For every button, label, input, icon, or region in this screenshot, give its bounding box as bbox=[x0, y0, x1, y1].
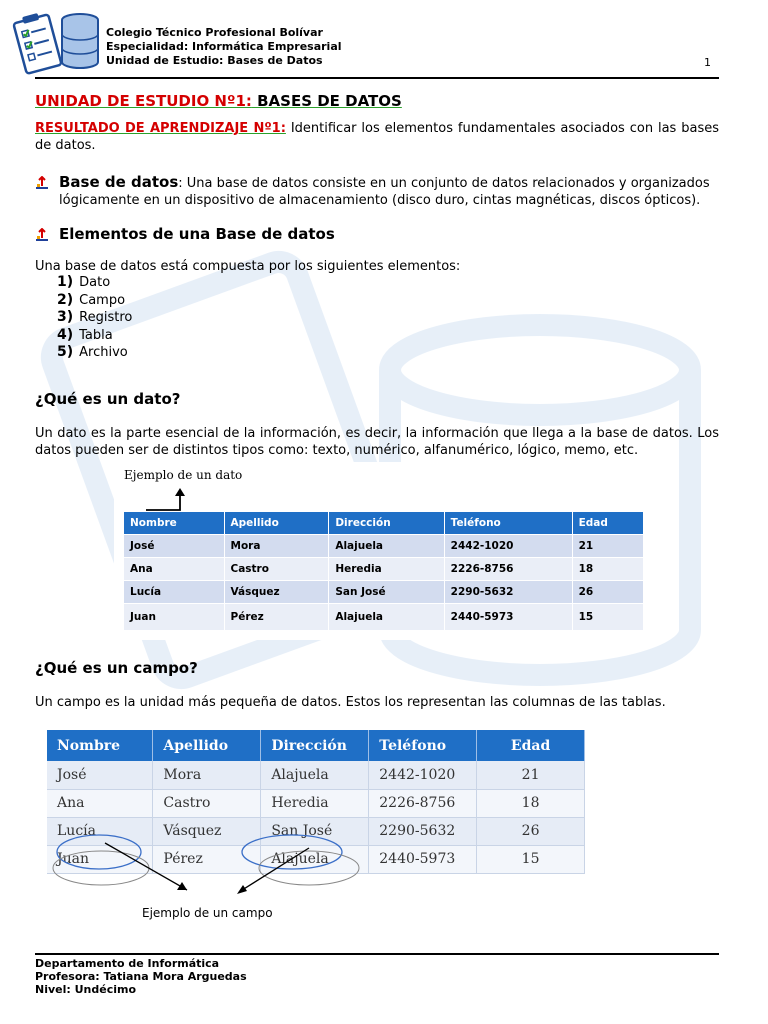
column-header: Nombre bbox=[47, 730, 153, 761]
table-cell: José bbox=[47, 761, 153, 789]
learning-outcome bbox=[35, 120, 719, 154]
bullet-arrow-icon bbox=[35, 228, 49, 242]
specialty: Especialidad: Informática Empresarial bbox=[106, 40, 342, 53]
table-cell: 2290-5632 bbox=[444, 580, 572, 603]
table-cell: Juan bbox=[47, 845, 153, 873]
table-cell: Ana bbox=[124, 557, 224, 580]
heading-campo: ¿Qué es un campo? bbox=[35, 659, 198, 677]
unit-title-text: BASES DE DATOS bbox=[251, 92, 402, 110]
table-cell: 2226-8756 bbox=[369, 789, 477, 817]
table-cell: San José bbox=[329, 580, 444, 603]
bullet-elementos bbox=[35, 226, 719, 246]
table-cell: 15 bbox=[477, 845, 585, 873]
list-item: 1) Dato bbox=[57, 274, 111, 290]
table-cell: Castro bbox=[224, 557, 329, 580]
table-cell: Mora bbox=[153, 761, 261, 789]
bullet-arrow-icon bbox=[35, 176, 49, 190]
column-header: Nombre bbox=[124, 512, 224, 534]
department: Departamento de Informática bbox=[35, 957, 220, 970]
table-cell: San José bbox=[261, 817, 369, 845]
elements-intro: Una base de datos está compuesta por los siguientes elementos: bbox=[35, 259, 461, 274]
pointer-arrow bbox=[239, 848, 309, 892]
learning-outcome-text: Identificar los elementos fundamentales asociados con las bases de datos. bbox=[35, 121, 719, 153]
table-cell: 2442-1020 bbox=[444, 534, 572, 557]
table-cell: Lucía bbox=[47, 817, 153, 845]
paragraph-dato: Un dato es la parte esencial de la información, es decir, la información que llega a la base de datos. Los datos pueden ser de distintos tipos como: texto, numérico, alfanumérico, lógico, memo, etc. bbox=[35, 426, 719, 458]
figure-dato-caption: Ejemplo de un dato bbox=[124, 468, 243, 482]
footer-divider bbox=[35, 953, 719, 955]
table-cell: 21 bbox=[477, 761, 585, 789]
table-cell: 18 bbox=[477, 789, 585, 817]
column-header: Edad bbox=[477, 730, 585, 761]
bullet-base-de-datos bbox=[35, 174, 719, 214]
bullet-2-title: Elementos de una Base de datos bbox=[59, 225, 335, 243]
list-item: 3) Registro bbox=[57, 309, 133, 325]
table-cell: 15 bbox=[572, 603, 643, 630]
highlight-ellipse bbox=[53, 851, 149, 885]
highlight-ellipse bbox=[57, 835, 141, 869]
table-cell: 18 bbox=[572, 557, 643, 580]
unit-title-label: UNIDAD DE ESTUDIO Nº1: bbox=[35, 92, 252, 110]
table-cell: Pérez bbox=[224, 603, 329, 630]
column-header: Teléfono bbox=[369, 730, 477, 761]
footer-text bbox=[35, 957, 247, 996]
column-header: Teléfono bbox=[444, 512, 572, 534]
study-unit: Unidad de Estudio: Bases de Datos bbox=[106, 54, 323, 67]
table-cell: Mora bbox=[224, 534, 329, 557]
table-cell: 26 bbox=[477, 817, 585, 845]
paragraph-campo: Un campo es la unidad más pequeña de datos. Estos los representan las columnas de las tablas. bbox=[35, 695, 666, 710]
column-header: Dirección bbox=[261, 730, 369, 761]
list-item: 4) Tabla bbox=[57, 326, 113, 343]
table-cell: Vásquez bbox=[224, 580, 329, 603]
table-row bbox=[124, 534, 644, 557]
table-cell: José bbox=[124, 534, 224, 557]
column-header: Apellido bbox=[153, 730, 261, 761]
table-cell: 2440-5973 bbox=[444, 603, 572, 630]
table-cell: Castro bbox=[153, 789, 261, 817]
table-cell: Alajuela bbox=[261, 761, 369, 789]
bullet-1-title: Base de datos bbox=[59, 173, 179, 191]
column-header: Edad bbox=[572, 512, 643, 534]
heading-dato: ¿Qué es un dato? bbox=[35, 390, 181, 408]
database-checklist-logo bbox=[10, 8, 102, 76]
table-row bbox=[124, 603, 644, 630]
pointer-arrow-head bbox=[177, 882, 187, 890]
table-cell: Vásquez bbox=[153, 817, 261, 845]
unit-title bbox=[35, 92, 402, 110]
figure-dato bbox=[114, 462, 644, 640]
table-cell: 2290-5632 bbox=[369, 817, 477, 845]
table-cell: Alajuela bbox=[329, 534, 444, 557]
pointer-arrow-head bbox=[237, 885, 247, 894]
table-cell: Ana bbox=[47, 789, 153, 817]
table-cell: Alajuela bbox=[329, 603, 444, 630]
list-item: 5) Archivo bbox=[57, 344, 128, 360]
field-annotation-overlay bbox=[47, 730, 627, 910]
table-cell: Heredia bbox=[261, 789, 369, 817]
elements-list bbox=[57, 274, 132, 362]
table-cell: 2440-5973 bbox=[369, 845, 477, 873]
table-cell: Juan bbox=[124, 603, 224, 630]
data-table-small bbox=[124, 512, 644, 630]
column-header: Apellido bbox=[224, 512, 329, 534]
list-item: 2) Campo bbox=[57, 291, 126, 308]
figure-campo bbox=[47, 730, 587, 876]
table-cell: 2226-8756 bbox=[444, 557, 572, 580]
table-cell: Heredia bbox=[329, 557, 444, 580]
level: Nivel: Undécimo bbox=[35, 983, 137, 996]
table-cell: 26 bbox=[572, 580, 643, 603]
pointer-arrow bbox=[105, 843, 187, 890]
table-cell: Alajuela bbox=[261, 845, 369, 873]
page-number: 1 bbox=[704, 56, 711, 69]
school-name: Colegio Técnico Profesional Bolívar bbox=[106, 26, 323, 39]
table-header-row bbox=[124, 512, 644, 534]
table-cell: Lucía bbox=[124, 580, 224, 603]
table-cell: Pérez bbox=[153, 845, 261, 873]
bullet-1-text: : Una base de datos consiste en un conjunto de datos relacionados y organizados lógicamente en un dispositivo de almacenamiento (disco duro, cintas magnéticas, discos ópticos). bbox=[59, 176, 710, 208]
table-cell: 2442-1020 bbox=[369, 761, 477, 789]
figure-campo-caption: Ejemplo de un campo bbox=[142, 906, 273, 920]
table-row bbox=[124, 580, 644, 603]
learning-outcome-label: RESULTADO DE APRENDIZAJE Nº1: bbox=[35, 121, 286, 136]
table-row bbox=[124, 557, 644, 580]
header-text bbox=[106, 26, 342, 68]
header-divider bbox=[35, 77, 719, 79]
teacher: Profesora: Tatiana Mora Arguedas bbox=[35, 970, 247, 983]
column-header: Dirección bbox=[329, 512, 444, 534]
table-cell: 21 bbox=[572, 534, 643, 557]
